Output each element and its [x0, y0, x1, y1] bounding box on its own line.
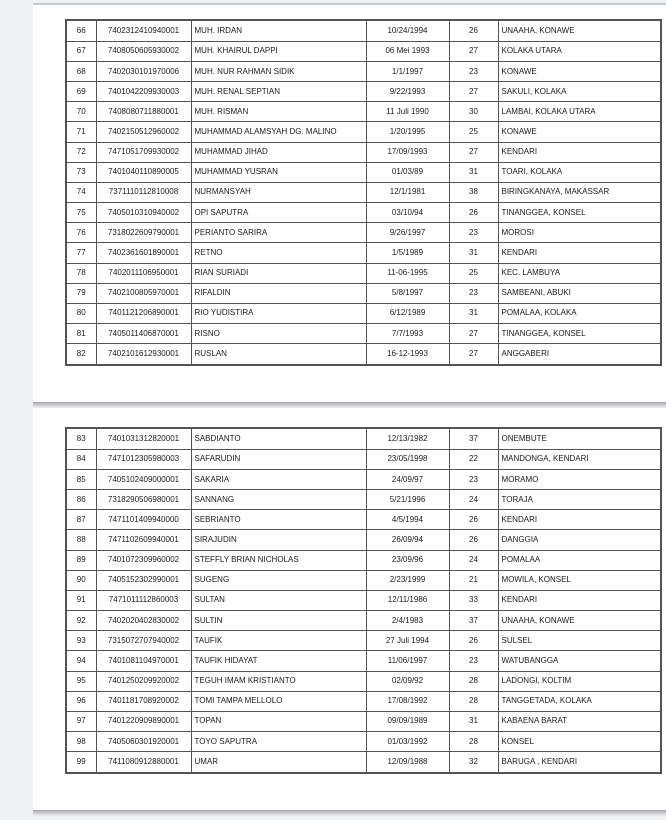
roster-table-body-1: [66, 20, 661, 365]
cell-birth-date: 9/22/1993: [366, 82, 449, 102]
cell-birth-date: 11/06/1997: [366, 651, 449, 671]
cell-age: 28: [449, 671, 498, 691]
cell-nik: 7408050605930002: [96, 41, 191, 61]
cell-row-number: 84: [66, 449, 96, 469]
cell-row-number: 94: [66, 651, 96, 671]
cell-nik: 7402361601890001: [96, 243, 191, 263]
cell-birth-date: 03/10/94: [366, 203, 449, 223]
cell-age: 24: [449, 490, 498, 510]
cell-birth-date: 4/5/1994: [366, 510, 449, 530]
cell-age: 27: [449, 323, 498, 343]
cell-name: TEGUH IMAM KRISTIANTO: [191, 671, 366, 691]
cell-nik: 7402312410940001: [96, 20, 191, 41]
cell-place: KONAWE: [498, 61, 661, 81]
cell-nik: 7318022609790001: [96, 223, 191, 243]
cell-place: KENDARI: [498, 590, 661, 610]
cell-name: RIAN SURIADI: [191, 263, 366, 283]
cell-nik: 7401081104970001: [96, 651, 191, 671]
cell-nik: 7402011106950001: [96, 263, 191, 283]
cell-name: SABDIANTO: [191, 428, 366, 449]
cell-name: SAKARIA: [191, 469, 366, 489]
cell-place: KONAWE: [498, 122, 661, 142]
cell-nik: 7401250209920002: [96, 671, 191, 691]
cell-place: MANDONGA, KENDARI: [498, 449, 661, 469]
cell-row-number: 92: [66, 611, 96, 631]
cell-age: 26: [449, 631, 498, 651]
cell-birth-date: 12/1/1981: [366, 182, 449, 202]
cell-birth-date: 23/05/1998: [366, 449, 449, 469]
cell-row-number: 95: [66, 671, 96, 691]
cell-row-number: 77: [66, 243, 96, 263]
cell-name: MUHAMMAD YUSRAN: [191, 162, 366, 182]
cell-row-number: 82: [66, 344, 96, 365]
table-row: [66, 590, 661, 610]
cell-birth-date: 11-06-1995: [366, 263, 449, 283]
cell-row-number: 96: [66, 691, 96, 711]
table-row: [66, 449, 661, 469]
cell-birth-date: 12/09/1988: [366, 752, 449, 773]
cell-row-number: 90: [66, 570, 96, 590]
cell-nik: 7401040110890005: [96, 162, 191, 182]
cell-nik: 7411080912880001: [96, 752, 191, 773]
cell-nik: 7401181708920002: [96, 691, 191, 711]
cell-name: RIO YUDISTIRA: [191, 303, 366, 323]
cell-place: KENDARI: [498, 142, 661, 162]
cell-birth-date: 01/03/89: [366, 162, 449, 182]
cell-name: SANNANG: [191, 490, 366, 510]
cell-nik: 7471012305980003: [96, 449, 191, 469]
cell-row-number: 89: [66, 550, 96, 570]
cell-birth-date: 6/12/1989: [366, 303, 449, 323]
table-row: [66, 122, 661, 142]
document-page-1: [33, 3, 666, 402]
cell-row-number: 73: [66, 162, 96, 182]
cell-birth-date: 17/08/1992: [366, 691, 449, 711]
cell-birth-date: 12/11/1986: [366, 590, 449, 610]
cell-row-number: 99: [66, 752, 96, 773]
cell-place: BARUGA , KENDARI: [498, 752, 661, 773]
table-row: [66, 510, 661, 530]
cell-row-number: 66: [66, 20, 96, 41]
cell-row-number: 93: [66, 631, 96, 651]
cell-row-number: 85: [66, 469, 96, 489]
cell-age: 26: [449, 20, 498, 41]
cell-age: 27: [449, 344, 498, 365]
cell-birth-date: 24/09/97: [366, 469, 449, 489]
cell-place: MORAMO: [498, 469, 661, 489]
cell-birth-date: 23/09/96: [366, 550, 449, 570]
cell-place: DANGGIA: [498, 530, 661, 550]
cell-birth-date: 06 Mei 1993: [366, 41, 449, 61]
cell-nik: 7402101612930001: [96, 344, 191, 365]
cell-place: MOWILA, KONSEL: [498, 570, 661, 590]
cell-row-number: 76: [66, 223, 96, 243]
cell-name: MUH. IRDAN: [191, 20, 366, 41]
table-row: [66, 20, 661, 41]
cell-age: 26: [449, 203, 498, 223]
cell-place: TORAJA: [498, 490, 661, 510]
cell-nik: 7405102409000001: [96, 469, 191, 489]
cell-place: KENDARI: [498, 243, 661, 263]
cell-nik: 7401220909890001: [96, 711, 191, 731]
cell-row-number: 86: [66, 490, 96, 510]
table-row: [66, 691, 661, 711]
cell-place: SAKULI, KOLAKA: [498, 82, 661, 102]
cell-place: SULSEL: [498, 631, 661, 651]
cell-birth-date: 02/09/92: [366, 671, 449, 691]
cell-age: 38: [449, 182, 498, 202]
cell-birth-date: 26/09/94: [366, 530, 449, 550]
table-row: [66, 61, 661, 81]
cell-age: 28: [449, 731, 498, 751]
table-row: [66, 263, 661, 283]
cell-row-number: 97: [66, 711, 96, 731]
roster-table-page-2: [65, 427, 662, 774]
cell-nik: 7402150512960002: [96, 122, 191, 142]
cell-place: BIRINGKANAYA, MAKASSAR: [498, 182, 661, 202]
cell-name: MUHAMMAD ALAMSYAH DG. MALINO: [191, 122, 366, 142]
table-row: [66, 162, 661, 182]
cell-nik: 7471051709930002: [96, 142, 191, 162]
table-row: [66, 530, 661, 550]
cell-birth-date: 2/4/1983: [366, 611, 449, 631]
table-row: [66, 344, 661, 365]
cell-row-number: 72: [66, 142, 96, 162]
cell-age: 26: [449, 530, 498, 550]
cell-age: 32: [449, 752, 498, 773]
cell-place: ANGGABERI: [498, 344, 661, 365]
cell-nik: 7408080711880001: [96, 102, 191, 122]
cell-age: 22: [449, 449, 498, 469]
cell-nik: 7402100805970001: [96, 283, 191, 303]
cell-birth-date: 1/1/1997: [366, 61, 449, 81]
cell-name: MUH. RISMAN: [191, 102, 366, 122]
cell-row-number: 75: [66, 203, 96, 223]
cell-age: 27: [449, 82, 498, 102]
cell-age: 23: [449, 223, 498, 243]
cell-nik: 7371110112810008: [96, 182, 191, 202]
roster-table-body-2: [66, 428, 661, 773]
cell-row-number: 67: [66, 41, 96, 61]
table-row: [66, 283, 661, 303]
cell-nik: 7401031312820001: [96, 428, 191, 449]
document-page-2: [33, 408, 666, 810]
cell-birth-date: 27 Juli 1994: [366, 631, 449, 651]
cell-row-number: 80: [66, 303, 96, 323]
cell-row-number: 87: [66, 510, 96, 530]
cell-birth-date: 1/5/1989: [366, 243, 449, 263]
table-row: [66, 570, 661, 590]
cell-place: POMALAA, KOLAKA: [498, 303, 661, 323]
cell-place: TOARI, KOLAKA: [498, 162, 661, 182]
table-row: [66, 41, 661, 61]
cell-name: TAUFIK HIDAYAT: [191, 651, 366, 671]
cell-age: 23: [449, 283, 498, 303]
table-row: [66, 142, 661, 162]
cell-nik: 7402020402830002: [96, 611, 191, 631]
cell-place: KENDARI: [498, 510, 661, 530]
table-row: [66, 671, 661, 691]
cell-nik: 7402030101970006: [96, 61, 191, 81]
cell-nik: 7471101409940000: [96, 510, 191, 530]
cell-age: 24: [449, 550, 498, 570]
cell-place: MOROSI: [498, 223, 661, 243]
roster-table-page-1: [65, 19, 662, 366]
cell-age: 30: [449, 102, 498, 122]
cell-birth-date: 12/13/1982: [366, 428, 449, 449]
cell-name: SULTIN: [191, 611, 366, 631]
cell-name: STEFFLY BRIAN NICHOLAS: [191, 550, 366, 570]
cell-place: KONSEL: [498, 731, 661, 751]
cell-name: OPI SAPUTRA: [191, 203, 366, 223]
cell-place: UNAAHA, KONAWE: [498, 20, 661, 41]
cell-birth-date: 10/24/1994: [366, 20, 449, 41]
cell-age: 37: [449, 428, 498, 449]
cell-name: MUH. NUR RAHMAN SIDIK: [191, 61, 366, 81]
cell-age: 23: [449, 61, 498, 81]
table-row: [66, 469, 661, 489]
cell-birth-date: 17/09/1993: [366, 142, 449, 162]
cell-birth-date: 7/7/1993: [366, 323, 449, 343]
cell-place: KEC. LAMBUYA: [498, 263, 661, 283]
table-row: [66, 303, 661, 323]
table-row: [66, 82, 661, 102]
cell-birth-date: 2/23/1999: [366, 570, 449, 590]
cell-row-number: 79: [66, 283, 96, 303]
cell-place: ONEMBUTE: [498, 428, 661, 449]
cell-age: 37: [449, 611, 498, 631]
cell-place: UNAAHA, KONAWE: [498, 611, 661, 631]
cell-nik: 7471011112860003: [96, 590, 191, 610]
cell-birth-date: 1/20/1995: [366, 122, 449, 142]
page-bottom-shadow: [33, 810, 666, 816]
cell-name: PERIANTO SARIRA: [191, 223, 366, 243]
cell-place: TANGGETADA, KOLAKA: [498, 691, 661, 711]
cell-nik: 7405060301920001: [96, 731, 191, 751]
table-row: [66, 223, 661, 243]
cell-age: 23: [449, 469, 498, 489]
table-row: [66, 611, 661, 631]
cell-birth-date: 5/21/1996: [366, 490, 449, 510]
cell-age: 25: [449, 263, 498, 283]
cell-row-number: 68: [66, 61, 96, 81]
table-row: [66, 243, 661, 263]
cell-name: RUSLAN: [191, 344, 366, 365]
table-row: [66, 752, 661, 773]
cell-place: LADONGI, KOLTIM: [498, 671, 661, 691]
cell-place: TINANGGEA, KONSEL: [498, 323, 661, 343]
cell-age: 27: [449, 41, 498, 61]
cell-name: RIFALDIN: [191, 283, 366, 303]
cell-name: TOPAN: [191, 711, 366, 731]
cell-birth-date: 09/09/1989: [366, 711, 449, 731]
cell-age: 25: [449, 122, 498, 142]
cell-age: 31: [449, 303, 498, 323]
cell-nik: 7315072707940002: [96, 631, 191, 651]
table-row: [66, 651, 661, 671]
cell-age: 31: [449, 243, 498, 263]
cell-nik: 7401042209930003: [96, 82, 191, 102]
table-row: [66, 323, 661, 343]
table-row: [66, 550, 661, 570]
cell-name: MUH. RENAL SEPTIAN: [191, 82, 366, 102]
cell-birth-date: 11 Juli 1990: [366, 102, 449, 122]
cell-place: KOLAKA UTARA: [498, 41, 661, 61]
cell-place: SAMBEANI, ABUKI: [498, 283, 661, 303]
cell-name: NURMANSYAH: [191, 182, 366, 202]
cell-nik: 7471102609940001: [96, 530, 191, 550]
cell-age: 31: [449, 711, 498, 731]
cell-name: MUHAMMAD JIHAD: [191, 142, 366, 162]
table-row: [66, 428, 661, 449]
cell-name: SULTAN: [191, 590, 366, 610]
cell-age: 26: [449, 510, 498, 530]
table-row: [66, 102, 661, 122]
cell-age: 33: [449, 590, 498, 610]
cell-name: TAUFIK: [191, 631, 366, 651]
cell-name: SEBRIANTO: [191, 510, 366, 530]
cell-row-number: 69: [66, 82, 96, 102]
cell-row-number: 70: [66, 102, 96, 122]
table-row: [66, 711, 661, 731]
cell-birth-date: 01/03/1992: [366, 731, 449, 751]
cell-age: 31: [449, 162, 498, 182]
cell-birth-date: 9/26/1997: [366, 223, 449, 243]
cell-name: RETNO: [191, 243, 366, 263]
cell-nik: 7405011406870001: [96, 323, 191, 343]
cell-row-number: 78: [66, 263, 96, 283]
cell-row-number: 71: [66, 122, 96, 142]
table-row: [66, 203, 661, 223]
cell-place: KABAENA BARAT: [498, 711, 661, 731]
cell-row-number: 91: [66, 590, 96, 610]
cell-place: LAMBAI, KOLAKA UTARA: [498, 102, 661, 122]
cell-place: POMALAA: [498, 550, 661, 570]
cell-name: TOYO SAPUTRA: [191, 731, 366, 751]
cell-row-number: 81: [66, 323, 96, 343]
cell-name: TOMI TAMPA MELLOLO: [191, 691, 366, 711]
cell-row-number: 74: [66, 182, 96, 202]
cell-place: WATUBANGGA: [498, 651, 661, 671]
cell-name: SUGENG: [191, 570, 366, 590]
cell-nik: 7401072309960002: [96, 550, 191, 570]
table-row: [66, 731, 661, 751]
cell-place: TINANGGEA, KONSEL: [498, 203, 661, 223]
cell-age: 21: [449, 570, 498, 590]
cell-name: SAFARUDIN: [191, 449, 366, 469]
cell-row-number: 88: [66, 530, 96, 550]
cell-nik: 7318290506980001: [96, 490, 191, 510]
cell-name: SIRAJUDIN: [191, 530, 366, 550]
cell-age: 28: [449, 691, 498, 711]
cell-nik: 7405152302990001: [96, 570, 191, 590]
cell-row-number: 83: [66, 428, 96, 449]
cell-row-number: 98: [66, 731, 96, 751]
table-row: [66, 490, 661, 510]
table-row: [66, 631, 661, 651]
cell-birth-date: 16-12-1993: [366, 344, 449, 365]
cell-name: MUH. KHAIRUL DAPPI: [191, 41, 366, 61]
table-row: [66, 182, 661, 202]
cell-name: RISNO: [191, 323, 366, 343]
cell-birth-date: 5/8/1997: [366, 283, 449, 303]
cell-nik: 7401121206890001: [96, 303, 191, 323]
cell-name: UMAR: [191, 752, 366, 773]
cell-age: 23: [449, 651, 498, 671]
cell-age: 27: [449, 142, 498, 162]
cell-nik: 7405010310940002: [96, 203, 191, 223]
